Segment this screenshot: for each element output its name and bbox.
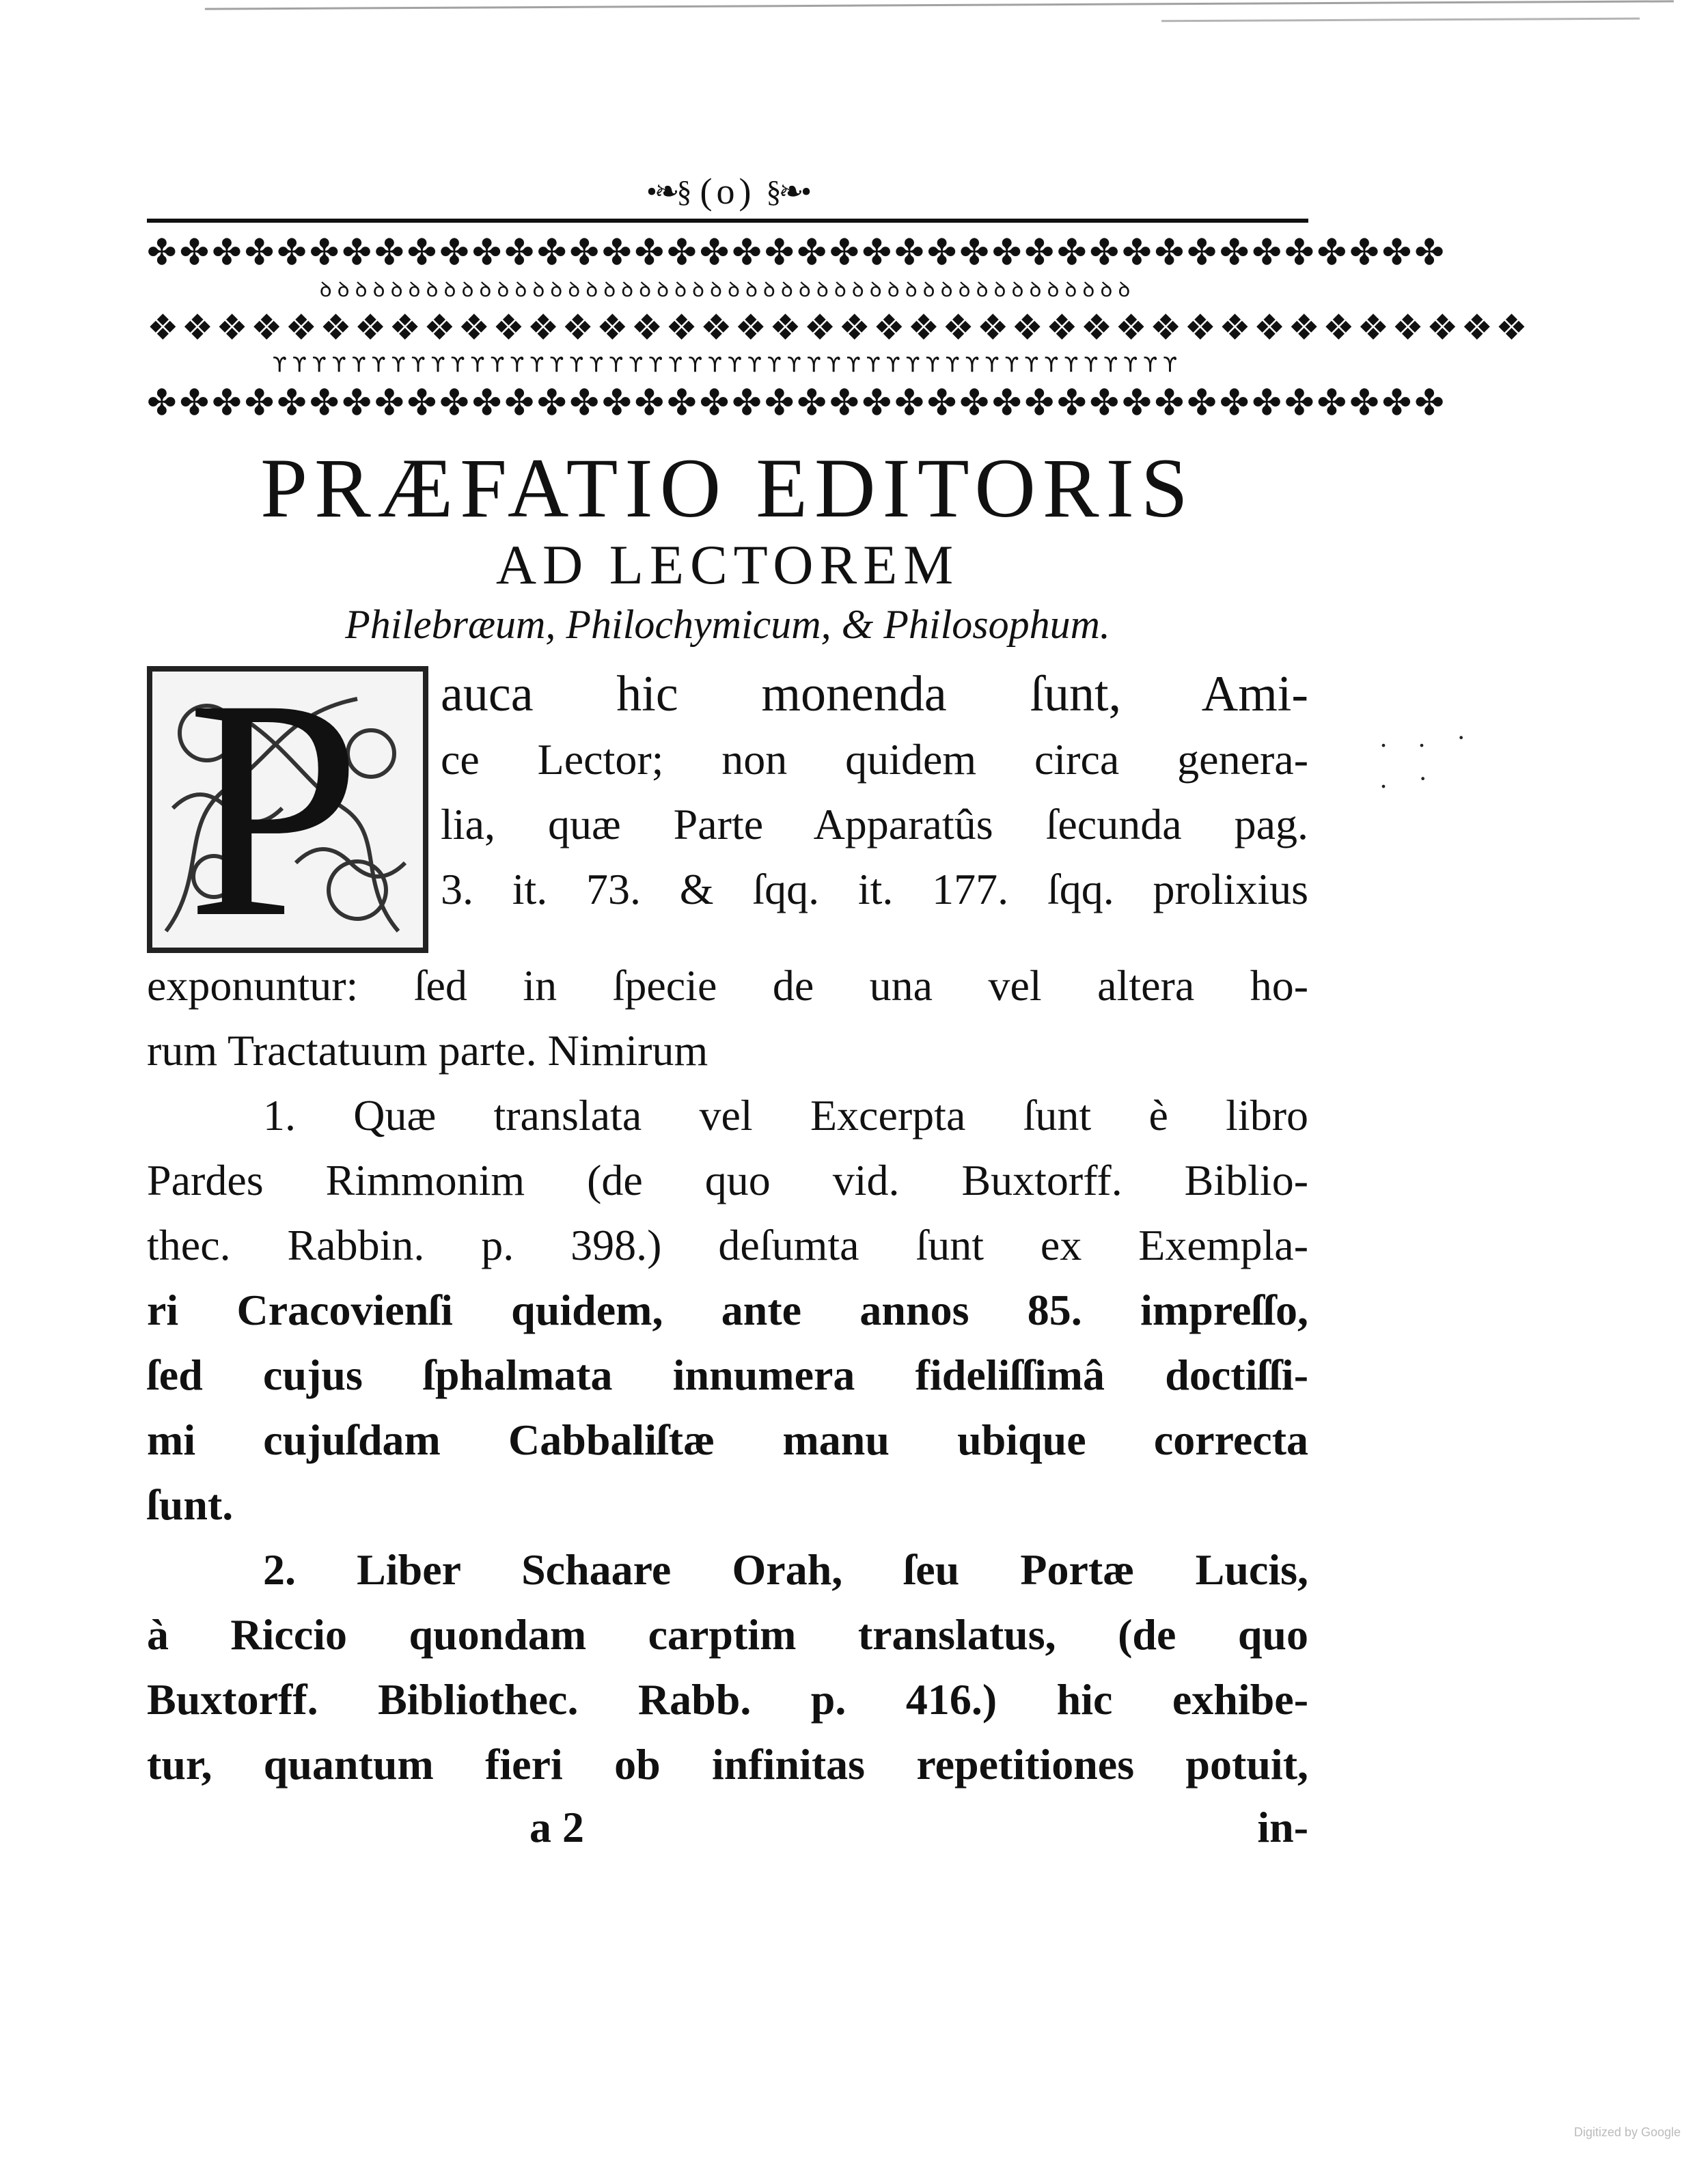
page-footer xyxy=(147,1802,1308,1853)
running-head xyxy=(147,171,1308,212)
subtitle: Philebræum, Philochymicum, & Philosophum. xyxy=(345,602,1110,648)
margin-mark: . · xyxy=(1380,763,1440,794)
left-fleuron: •❧§ xyxy=(646,174,689,208)
ornament-row: ✤✤✤✤✤✤✤✤✤✤✤✤✤✤✤✤✤✤✤✤✤✤✤✤✤✤✤✤✤✤✤✤✤✤✤✤✤✤✤✤ xyxy=(147,232,1447,273)
drop-cap-letter: P xyxy=(187,634,361,983)
margin-mark: . . · xyxy=(1380,722,1478,753)
text-line: lia, quæ Parte Apparatûs ſecunda pag. xyxy=(441,800,1308,849)
paragraph-1-line: Pardes Rimmonim (de quo vid. Buxtorff. Biblio- xyxy=(147,1156,1308,1205)
paragraph-1-line: ſed cujus ſphalmata innumera fideliſſimâ doctiſſi- xyxy=(147,1351,1308,1400)
paragraph-2-line: tur, quantum fieri ob infinitas repetitiones potuit, xyxy=(147,1740,1308,1789)
text-line: auca hic monenda ſunt, Ami- xyxy=(441,666,1308,723)
paragraph-1-line: ri Cracovienſi quidem, ante annos 85. impreſſo, xyxy=(147,1286,1308,1335)
text-line: rum Tractatuum parte. Nimirum xyxy=(147,1026,708,1075)
ornament-row: ❖❖❖❖❖❖❖❖❖❖❖❖❖❖❖❖❖❖❖❖❖❖❖❖❖❖❖❖❖❖❖❖❖❖❖❖❖❖❖❖ xyxy=(147,307,1530,348)
page-number: (o) xyxy=(700,171,756,212)
catchword: in- xyxy=(1257,1803,1308,1852)
ornament-row: ✤✤✤✤✤✤✤✤✤✤✤✤✤✤✤✤✤✤✤✤✤✤✤✤✤✤✤✤✤✤✤✤✤✤✤✤✤✤✤✤ xyxy=(147,383,1447,424)
paragraph-2-line: à Riccio quondam carptim translatus, (de quo xyxy=(147,1610,1308,1659)
ornament-row: ꝺꝺꝺꝺꝺꝺꝺꝺꝺꝺꝺꝺꝺꝺꝺꝺꝺꝺꝺꝺꝺꝺꝺꝺꝺꝺꝺꝺꝺꝺꝺꝺꝺꝺꝺꝺꝺꝺꝺꝺꝺꝺꝺꝺꝺꝺ xyxy=(319,278,1136,302)
paragraph-1-line: thec. Rabbin. p. 398.) deſumta ſunt ex Exempla- xyxy=(147,1221,1308,1270)
text-line: ce Lector; non quidem circa genera- xyxy=(441,735,1308,784)
watermark: Digitized by Google xyxy=(1573,2125,1681,2139)
title-line-1: PRÆFATIO EDITORIS xyxy=(260,441,1195,535)
title-line-2: AD LECTOREM xyxy=(495,534,960,596)
paragraph-2-line: 2. Liber Schaare Orah, ſeu Portæ Lucis, xyxy=(263,1545,1308,1595)
paragraph-2-line: Buxtorff. Bibliothec. Rabb. p. 416.) hic exhibe- xyxy=(147,1675,1308,1724)
page xyxy=(147,171,1530,1853)
ornament-row: ϒϒϒϒϒϒϒϒϒϒϒϒϒϒϒϒϒϒϒϒϒϒϒϒϒϒϒϒϒϒϒϒϒϒϒϒϒϒϒϒϒϒϒϒϒϒ xyxy=(272,353,1183,377)
ornament-band xyxy=(147,232,1530,424)
right-fleuron: §❧• xyxy=(766,174,809,208)
body-text xyxy=(147,634,1308,1797)
drop-cap xyxy=(147,634,428,983)
text-line: exponuntur: ſed in ſpecie de una vel altera ho- xyxy=(147,961,1308,1010)
paragraph-1-line: 1. Quæ translata vel Excerpta ſunt è libro xyxy=(263,1091,1308,1140)
text-line: 3. it. 73. & ſqq. it. 177. ſqq. prolixius xyxy=(441,865,1308,914)
paragraph-1-line: mi cujuſdam Cabbaliſtæ manu ubique correcta xyxy=(147,1416,1308,1465)
head-rule xyxy=(147,219,1308,223)
paragraph-1-line: ſunt. xyxy=(147,1480,234,1530)
scan-edge xyxy=(205,0,1674,40)
margin-marks xyxy=(1380,717,1478,799)
signature-mark: a 2 xyxy=(529,1803,584,1852)
